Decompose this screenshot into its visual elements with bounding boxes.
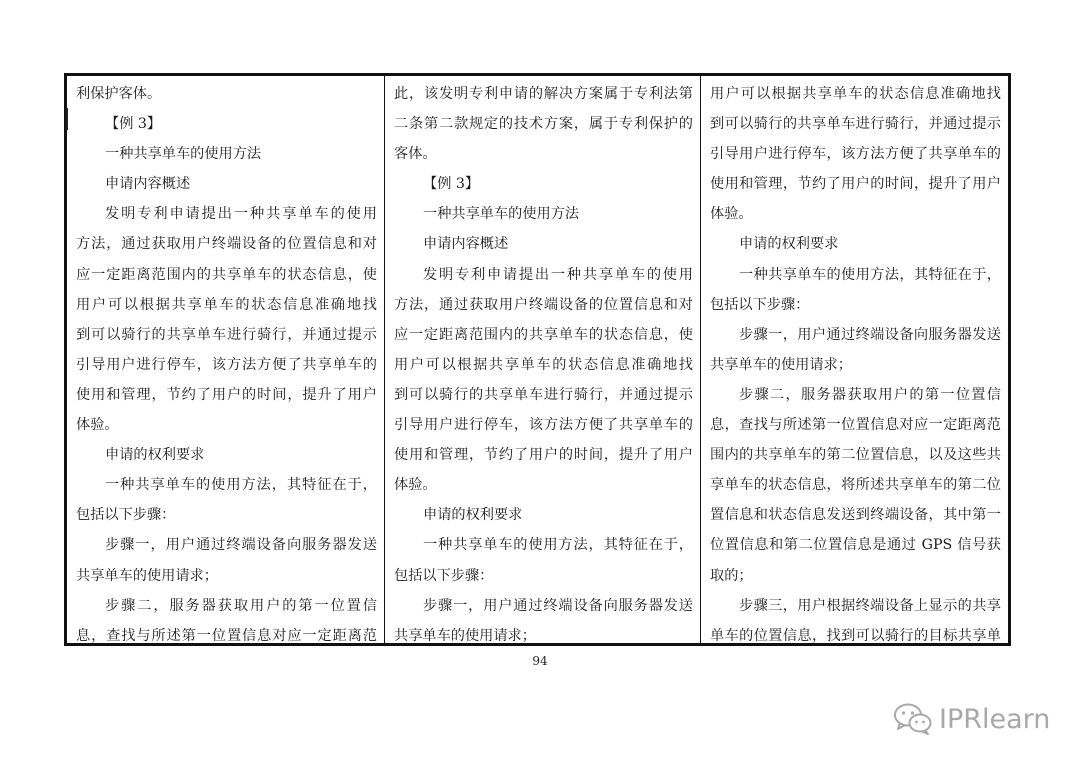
text-line: 共享单车的使用请求； bbox=[710, 356, 852, 373]
text-line: 步骤三，用户根据终端设备上显示的共享 bbox=[739, 597, 1001, 614]
text-line: 包括以下步骤： bbox=[76, 507, 176, 524]
text-line: 位置信息和第二位置信息是通过 GPS 信号获 bbox=[710, 537, 1001, 554]
text-line: 申请的权利要求 bbox=[105, 447, 205, 464]
text-line: 使用和管理，节约了用户的时间，提升了用户 bbox=[76, 386, 377, 403]
text-line: 共享单车的使用请求； bbox=[76, 567, 218, 584]
text-line: 置信息和状态信息发送到终端设备，其中第一 bbox=[710, 507, 1001, 524]
column-3 bbox=[700, 76, 1008, 643]
text-line: 一种共享单车的使用方法 bbox=[423, 206, 580, 223]
text-line: 客体。 bbox=[394, 146, 437, 163]
text-line: 发明专利申请提出一种共享单车的使用 bbox=[423, 266, 693, 283]
text-line: 申请内容概述 bbox=[423, 236, 509, 253]
text-line: 二条第二款规定的技术方案，属于专利保护的 bbox=[394, 116, 693, 133]
text-line: 用户可以根据共享单车的状态信息准确地找 bbox=[394, 356, 693, 373]
text-line: 步骤一，用户通过终端设备向服务器发送 bbox=[739, 326, 1001, 343]
text-line: 单车的位置信息，找到可以骑行的目标共享单 bbox=[710, 627, 1001, 643]
text-line: 一种共享单车的使用方法，其特征在于， bbox=[423, 537, 693, 554]
text-line: 引导用户进行停车，该方法方便了共享单车的 bbox=[394, 417, 693, 434]
text-line: 取的； bbox=[710, 567, 753, 584]
text-line: 到可以骑行的共享单车进行骑行，并通过提示 bbox=[710, 116, 1001, 133]
text-line: 包括以下步骤： bbox=[710, 296, 810, 313]
text-line: 步骤二，服务器获取用户的第一位置信 bbox=[105, 597, 377, 614]
text-line: 用户可以根据共享单车的状态信息准确地找 bbox=[710, 86, 1001, 102]
text-line: 利保护客体。 bbox=[76, 86, 162, 102]
text-line: 体验。 bbox=[394, 477, 437, 494]
text-line: 体验。 bbox=[710, 206, 753, 223]
text-line: 发明专利申请提出一种共享单车的使用 bbox=[105, 206, 377, 223]
text-line: 申请内容概述 bbox=[105, 176, 191, 193]
watermark-text: IPRlearn bbox=[939, 703, 1051, 735]
text-line: 体验。 bbox=[76, 417, 119, 434]
text-line: 使用和管理，节约了用户的时间，提升了用户 bbox=[710, 176, 1001, 193]
text-line: 引导用户进行停车，该方法方便了共享单车的 bbox=[76, 356, 377, 373]
text-line: 申请的权利要求 bbox=[739, 236, 839, 253]
wechat-icon bbox=[893, 702, 933, 736]
text-line: 步骤一，用户通过终端设备向服务器发送 bbox=[423, 597, 693, 614]
text-line: 步骤二，服务器获取用户的第一位置信 bbox=[739, 386, 1001, 403]
text-line: 应一定距离范围内的共享单车的状态信息，使 bbox=[394, 326, 693, 343]
text-line: 方法，通过获取用户终端设备的位置信息和对 bbox=[394, 296, 693, 313]
text-line: 使用和管理，节约了用户的时间，提升了用户 bbox=[394, 447, 693, 464]
text-line: 【例 3】 bbox=[423, 176, 480, 193]
text-line: 引导用户进行停车，该方法方便了共享单车的 bbox=[710, 146, 1001, 163]
text-line: 一种共享单车的使用方法，其特征在于， bbox=[739, 266, 1001, 283]
text-line: 用户可以根据共享单车的状态信息准确地找 bbox=[76, 296, 377, 313]
text-line: 包括以下步骤： bbox=[394, 567, 494, 584]
document-table bbox=[64, 73, 1011, 646]
text-line: 息，查找与所述第一位置信息对应一定距离范 bbox=[76, 627, 377, 643]
text-line: 息，查找与所述第一位置信息对应一定距离范 bbox=[710, 417, 1001, 434]
text-line: 此，该发明专利申请的解决方案属于专利法第 bbox=[394, 86, 693, 102]
text-line: 【例 3】 bbox=[105, 116, 162, 133]
column-1 bbox=[67, 76, 384, 643]
watermark bbox=[893, 702, 1050, 736]
text-cursor-mark bbox=[66, 108, 68, 130]
text-line: 享单车的状态信息，将所述共享单车的第二位 bbox=[710, 477, 1001, 494]
column-2 bbox=[384, 76, 700, 643]
text-line: 方法，通过获取用户终端设备的位置信息和对 bbox=[76, 236, 377, 253]
page-number: 94 bbox=[532, 654, 548, 668]
text-line: 共享单车的使用请求； bbox=[394, 627, 536, 643]
text-line: 到可以骑行的共享单车进行骑行，并通过提示 bbox=[394, 386, 693, 403]
text-line: 步骤一，用户通过终端设备向服务器发送 bbox=[105, 537, 377, 554]
text-line: 一种共享单车的使用方法，其特征在于， bbox=[105, 477, 377, 494]
text-line: 申请的权利要求 bbox=[423, 507, 523, 524]
text-line: 围内的共享单车的第二位置信息，以及这些共 bbox=[710, 447, 1001, 464]
text-line: 到可以骑行的共享单车进行骑行，并通过提示 bbox=[76, 326, 377, 343]
text-line: 应一定距离范围内的共享单车的状态信息，使 bbox=[76, 266, 377, 283]
text-line: 一种共享单车的使用方法 bbox=[105, 146, 262, 163]
